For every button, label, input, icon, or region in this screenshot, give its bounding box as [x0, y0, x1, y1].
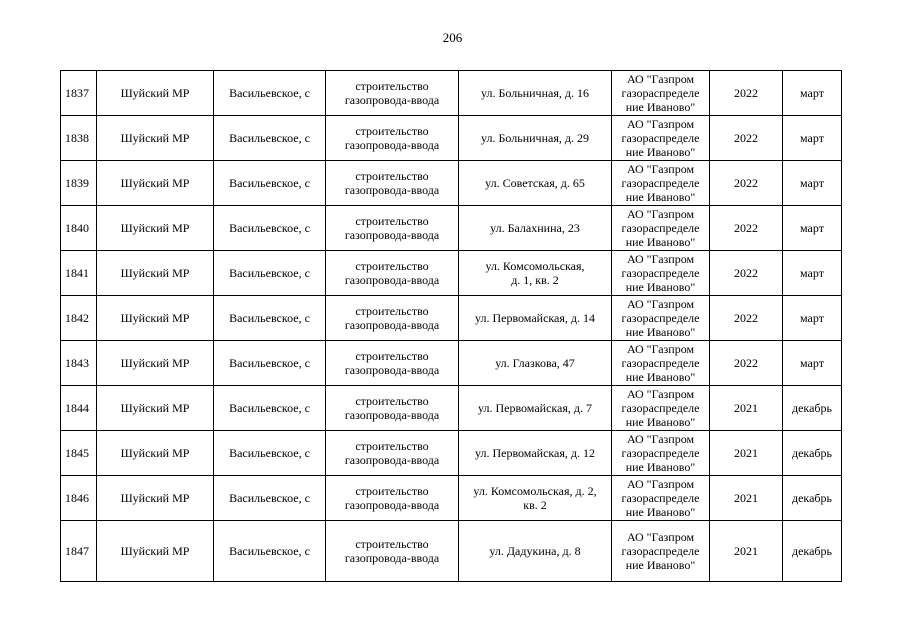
table-row [61, 521, 842, 582]
address-cell: ул. Первомайская, д. 12 [459, 431, 612, 476]
month-cell: март [783, 161, 842, 206]
locality-cell: Васильевское, с [214, 251, 326, 296]
work-type-cell: строительство газопровода-ввода [326, 386, 459, 431]
table-row [61, 206, 842, 251]
table-row [61, 341, 842, 386]
district-cell: Шуйский МР [97, 476, 214, 521]
table-row [61, 71, 842, 116]
organization-cell: АО "Газпром газораспределе ние Иваново" [612, 341, 710, 386]
row-number: 1843 [61, 341, 97, 386]
organization-cell: АО "Газпром газораспределе ние Иваново" [612, 296, 710, 341]
organization-cell: АО "Газпром газораспределе ние Иваново" [612, 386, 710, 431]
table-row [61, 251, 842, 296]
year-cell: 2021 [710, 386, 783, 431]
address-cell: ул. Первомайская, д. 14 [459, 296, 612, 341]
district-cell: Шуйский МР [97, 251, 214, 296]
organization-cell: АО "Газпром газораспределе ние Иваново" [612, 116, 710, 161]
district-cell: Шуйский МР [97, 116, 214, 161]
locality-cell: Васильевское, с [214, 341, 326, 386]
organization-cell: АО "Газпром газораспределе ние Иваново" [612, 431, 710, 476]
work-type-cell: строительство газопровода-ввода [326, 341, 459, 386]
work-type-cell: строительство газопровода-ввода [326, 521, 459, 582]
locality-cell: Васильевское, с [214, 476, 326, 521]
district-cell: Шуйский МР [97, 521, 214, 582]
year-cell: 2021 [710, 521, 783, 582]
work-type-cell: строительство газопровода-ввода [326, 161, 459, 206]
work-type-cell: строительство газопровода-ввода [326, 251, 459, 296]
gas-connection-table [60, 70, 842, 582]
organization-cell: АО "Газпром газораспределе ние Иваново" [612, 161, 710, 206]
year-cell: 2022 [710, 341, 783, 386]
address-cell: ул. Советская, д. 65 [459, 161, 612, 206]
address-cell: ул. Балахнина, 23 [459, 206, 612, 251]
year-cell: 2022 [710, 206, 783, 251]
month-cell: март [783, 251, 842, 296]
row-number: 1841 [61, 251, 97, 296]
row-number: 1846 [61, 476, 97, 521]
locality-cell: Васильевское, с [214, 71, 326, 116]
month-cell: март [783, 296, 842, 341]
district-cell: Шуйский МР [97, 386, 214, 431]
locality-cell: Васильевское, с [214, 296, 326, 341]
row-number: 1842 [61, 296, 97, 341]
year-cell: 2021 [710, 431, 783, 476]
year-cell: 2022 [710, 296, 783, 341]
work-type-cell: строительство газопровода-ввода [326, 296, 459, 341]
table-row [61, 161, 842, 206]
locality-cell: Васильевское, с [214, 206, 326, 251]
address-cell: ул. Комсомольская, д. 2, кв. 2 [459, 476, 612, 521]
row-number: 1847 [61, 521, 97, 582]
year-cell: 2022 [710, 116, 783, 161]
month-cell: март [783, 206, 842, 251]
address-cell: ул. Больничная, д. 29 [459, 116, 612, 161]
organization-cell: АО "Газпром газораспределе ние Иваново" [612, 521, 710, 582]
year-cell: 2022 [710, 251, 783, 296]
table-body [61, 71, 842, 582]
locality-cell: Васильевское, с [214, 431, 326, 476]
row-number: 1845 [61, 431, 97, 476]
row-number: 1840 [61, 206, 97, 251]
district-cell: Шуйский МР [97, 431, 214, 476]
month-cell: декабрь [783, 431, 842, 476]
month-cell: декабрь [783, 521, 842, 582]
row-number: 1838 [61, 116, 97, 161]
organization-cell: АО "Газпром газораспределе ние Иваново" [612, 251, 710, 296]
year-cell: 2021 [710, 476, 783, 521]
organization-cell: АО "Газпром газораспределе ние Иваново" [612, 206, 710, 251]
work-type-cell: строительство газопровода-ввода [326, 476, 459, 521]
locality-cell: Васильевское, с [214, 116, 326, 161]
month-cell: март [783, 341, 842, 386]
row-number: 1844 [61, 386, 97, 431]
year-cell: 2022 [710, 71, 783, 116]
month-cell: декабрь [783, 476, 842, 521]
table-row [61, 431, 842, 476]
year-cell: 2022 [710, 161, 783, 206]
locality-cell: Васильевское, с [214, 386, 326, 431]
district-cell: Шуйский МР [97, 341, 214, 386]
month-cell: декабрь [783, 386, 842, 431]
page-number: 206 [442, 30, 463, 45]
organization-cell: АО "Газпром газораспределе ние Иваново" [612, 71, 710, 116]
table-row [61, 116, 842, 161]
row-number: 1839 [61, 161, 97, 206]
organization-cell: АО "Газпром газораспределе ние Иваново" [612, 476, 710, 521]
address-cell: ул. Первомайская, д. 7 [459, 386, 612, 431]
district-cell: Шуйский МР [97, 206, 214, 251]
district-cell: Шуйский МР [97, 71, 214, 116]
work-type-cell: строительство газопровода-ввода [326, 431, 459, 476]
row-number: 1837 [61, 71, 97, 116]
district-cell: Шуйский МР [97, 296, 214, 341]
locality-cell: Васильевское, с [214, 521, 326, 582]
address-cell: ул. Комсомольская, д. 1, кв. 2 [459, 251, 612, 296]
month-cell: март [783, 116, 842, 161]
address-cell: ул. Больничная, д. 16 [459, 71, 612, 116]
address-cell: ул. Глазкова, 47 [459, 341, 612, 386]
work-type-cell: строительство газопровода-ввода [326, 116, 459, 161]
address-cell: ул. Дадукина, д. 8 [459, 521, 612, 582]
table-row [61, 386, 842, 431]
district-cell: Шуйский МР [97, 161, 214, 206]
work-type-cell: строительство газопровода-ввода [326, 206, 459, 251]
table-row [61, 296, 842, 341]
month-cell: март [783, 71, 842, 116]
table-row [61, 476, 842, 521]
work-type-cell: строительство газопровода-ввода [326, 71, 459, 116]
locality-cell: Васильевское, с [214, 161, 326, 206]
